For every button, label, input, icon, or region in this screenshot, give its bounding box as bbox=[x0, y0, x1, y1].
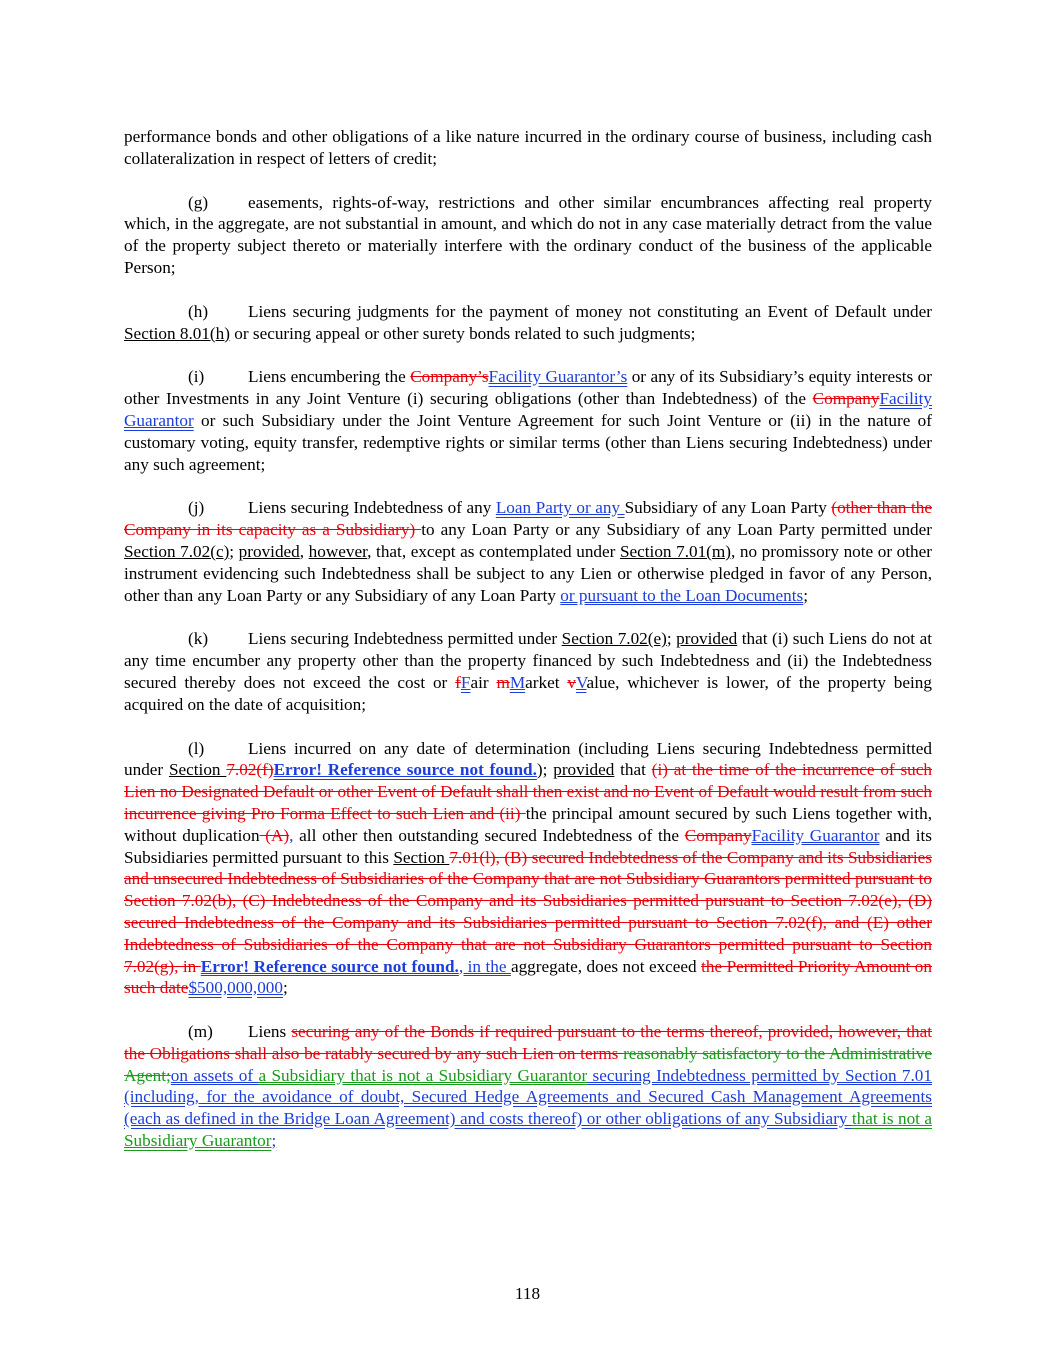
clause-label: (k) bbox=[188, 629, 209, 649]
text: that (i) such Liens do not at any time encumber any property other than the property financed by such Indebtedness and (ii) the Indebtedness secured thereby does not exceed the cost or bbox=[124, 629, 932, 692]
section-reference: Section bbox=[168, 760, 227, 780]
clause-label: (i) bbox=[188, 367, 205, 387]
text: Liens securing Indebtedness permitted under bbox=[248, 629, 562, 649]
text: ; bbox=[282, 978, 288, 998]
inserted-text: Loan Party or any bbox=[495, 498, 625, 518]
moved-inserted-text: a Subsidiary that is not a Subsidiary Guarantor bbox=[258, 1065, 588, 1085]
emphasis-term: however bbox=[308, 541, 368, 561]
text: performance bonds and other obligations of a like nature incurred in the ordinary course of business, including cash collateralization in respect of letters of credit; bbox=[124, 127, 932, 168]
paragraph-k bbox=[124, 628, 932, 715]
paragraph-m bbox=[124, 1021, 932, 1152]
paragraph-l bbox=[124, 738, 932, 1000]
deleted-text: Company bbox=[684, 825, 752, 845]
text: or any of its Subsidiary’s equity interests or other Investments in any Joint Venture (i) securing obligations (other than Indebtedness) of the bbox=[124, 367, 932, 409]
text: , that, except as contemplated under bbox=[367, 541, 620, 561]
inserted-text: ; bbox=[271, 1131, 277, 1151]
emphasis-term: provided bbox=[676, 629, 738, 649]
text: Subsidiary of any Loan Party bbox=[624, 498, 832, 518]
text: the principal amount secured by such Liens together with, without duplication bbox=[124, 803, 932, 845]
text: alue, whichever is lower, of the property being acquired on the date of acquisition; bbox=[124, 672, 932, 714]
section-reference: Section 7.01(m) bbox=[619, 541, 731, 561]
reference-error: Error! Reference source not found. bbox=[200, 956, 459, 976]
inserted-text: or pursuant to the Loan Documents bbox=[560, 585, 804, 605]
deleted-text: (i) at the time of the incurrence of such Lien no Designated Default or other Event of Default shall then exist and no Event of Default would result from such incurrence giving Pro Forma Effect to such Lien and (ii) bbox=[124, 760, 933, 823]
text: arket bbox=[525, 672, 568, 692]
clause-label: (l) bbox=[188, 738, 205, 758]
deleted-text: (other than the Company in its capacity as a Subsidiary) bbox=[124, 498, 932, 540]
text: ; bbox=[803, 585, 809, 605]
paragraph-intro bbox=[124, 126, 932, 170]
section-reference: Section bbox=[393, 847, 450, 867]
deleted-text: m bbox=[496, 672, 510, 692]
inserted-text: F bbox=[460, 672, 471, 692]
text: or securing appeal or other surety bonds related to such judgments; bbox=[229, 323, 696, 343]
text: that bbox=[614, 760, 652, 780]
text: or such Subsidiary under the Joint Venture Agreement for such Joint Venture or (ii) in the nature of customary voting, equity transfer, redemptive rights or similar terms (other than Liens securing Indebtedness) under any such agreement; bbox=[124, 410, 932, 474]
clause-label: (h) bbox=[188, 301, 209, 321]
paragraph-j bbox=[124, 497, 932, 606]
section-reference: Section 7.02(e) bbox=[561, 629, 667, 649]
inserted-text: V bbox=[575, 672, 587, 692]
inserted-text: , in the bbox=[458, 956, 511, 976]
deleted-text: Company bbox=[812, 389, 880, 409]
text: air bbox=[470, 672, 497, 692]
text: Liens encumbering the bbox=[248, 367, 411, 387]
deleted-text: Company’s bbox=[410, 367, 489, 387]
moved-deleted-text: reasonably satisfactory to the Administrative Agent; bbox=[124, 1043, 932, 1085]
text: all other then outstanding secured Indebtedness of the bbox=[293, 825, 685, 845]
clause-label: (g) bbox=[188, 192, 209, 212]
moved-inserted-text: that is not a Subsidiary Guarantor bbox=[124, 1109, 932, 1151]
text: and its Subsidiaries permitted pursuant to this bbox=[124, 825, 932, 867]
deleted-text: 7.02(f) bbox=[226, 760, 274, 780]
page-number: 118 bbox=[514, 1284, 541, 1303]
deleted-text: f bbox=[455, 672, 461, 692]
text: ; bbox=[229, 541, 239, 561]
paragraph-h bbox=[124, 301, 932, 345]
emphasis-term: provided bbox=[238, 541, 300, 561]
inserted-text: , bbox=[289, 825, 294, 845]
text: Liens securing judgments for the payment of money not constituting an Event of Default under bbox=[248, 301, 932, 321]
inserted-text: Facility Guarantor bbox=[124, 389, 932, 430]
text: Liens incurred on any date of determination (including Liens securing Indebtedness permitted under bbox=[124, 738, 932, 780]
text: , bbox=[299, 541, 309, 561]
clause-label: (m) bbox=[188, 1022, 213, 1042]
paragraph-g bbox=[124, 192, 932, 279]
text: to any Loan Party or any Subsidiary of any Loan Party permitted under bbox=[421, 520, 932, 540]
emphasis-term: provided bbox=[553, 760, 615, 780]
text: Liens bbox=[248, 1022, 292, 1042]
inserted-text: M bbox=[509, 672, 526, 692]
document-page bbox=[124, 126, 932, 1174]
inserted-text: Facility Guarantor bbox=[751, 825, 880, 845]
inserted-text: securing Indebtedness permitted by Section 7.01 (including, for the avoidance of doubt, Secured Hedge Agreements and Secured Cash Management Agreements (each as defined in the Bridge Loan Agreement) and costs thereof) or other obligations of any Subsidiary bbox=[124, 1065, 932, 1129]
inserted-text: on assets of bbox=[170, 1065, 259, 1085]
text: easements, rights-of-way, restrictions and other similar encumbrances affecting real property which, in the aggregate, are not substantial in amount, and which do not in any case materially detract from the value of the property subject thereto or materially interfere with the ordinary conduct of the business of the applicable Person; bbox=[124, 192, 932, 277]
text: aggregate, does not exceed bbox=[510, 956, 702, 976]
clause-label: (j) bbox=[188, 498, 205, 518]
text: Liens securing Indebtedness of any bbox=[248, 498, 496, 518]
deleted-text: the Permitted Priority Amount on such date bbox=[124, 956, 932, 998]
reference-error: Error! Reference source not found. bbox=[273, 760, 537, 780]
inserted-text: Facility Guarantor’s bbox=[488, 367, 628, 387]
section-reference: Section 7.02(c) bbox=[124, 541, 230, 561]
text: ; bbox=[666, 629, 677, 649]
deleted-text: 7.01(l), (B) secured Indebtedness of the Company and its Subsidiaries and unsecured Indebtedness of Subsidiaries of the Company that are not Subsidiary Guarantors permitted pursuant to Section 7.02(b), (C) Indebtedness of the Company and its Subsidiaries permitted pursuant to Section 7.02(e), (D) secured Indebtedness of the Company and its Subsidiaries permitted pursuant to Section 7.02(f), and (E) other Indebtedness of Subsidiaries of the Company that are not Subsidiary Guarantors permitted pursuant to Section 7.02(g), in bbox=[124, 847, 932, 976]
inserted-text: $500,000,000 bbox=[188, 978, 283, 998]
section-reference: Section 8.01(h) bbox=[124, 323, 230, 343]
paragraph-i bbox=[124, 366, 932, 475]
deleted-text: securing any of the Bonds if required pursuant to the terms thereof, provided, however, that the Obligations shall also be ratably secured by any such Lien on terms bbox=[124, 1022, 932, 1063]
text: ); bbox=[536, 760, 554, 780]
deleted-text: (A) bbox=[259, 825, 290, 845]
deleted-text: v bbox=[567, 672, 576, 692]
text: , no promissory note or other instrument evidencing such Indebtedness shall be subject to any Lien or otherwise pledged in favor of any Person, other than any Loan Party or any Subsidiary of any Loan Party bbox=[124, 541, 932, 605]
